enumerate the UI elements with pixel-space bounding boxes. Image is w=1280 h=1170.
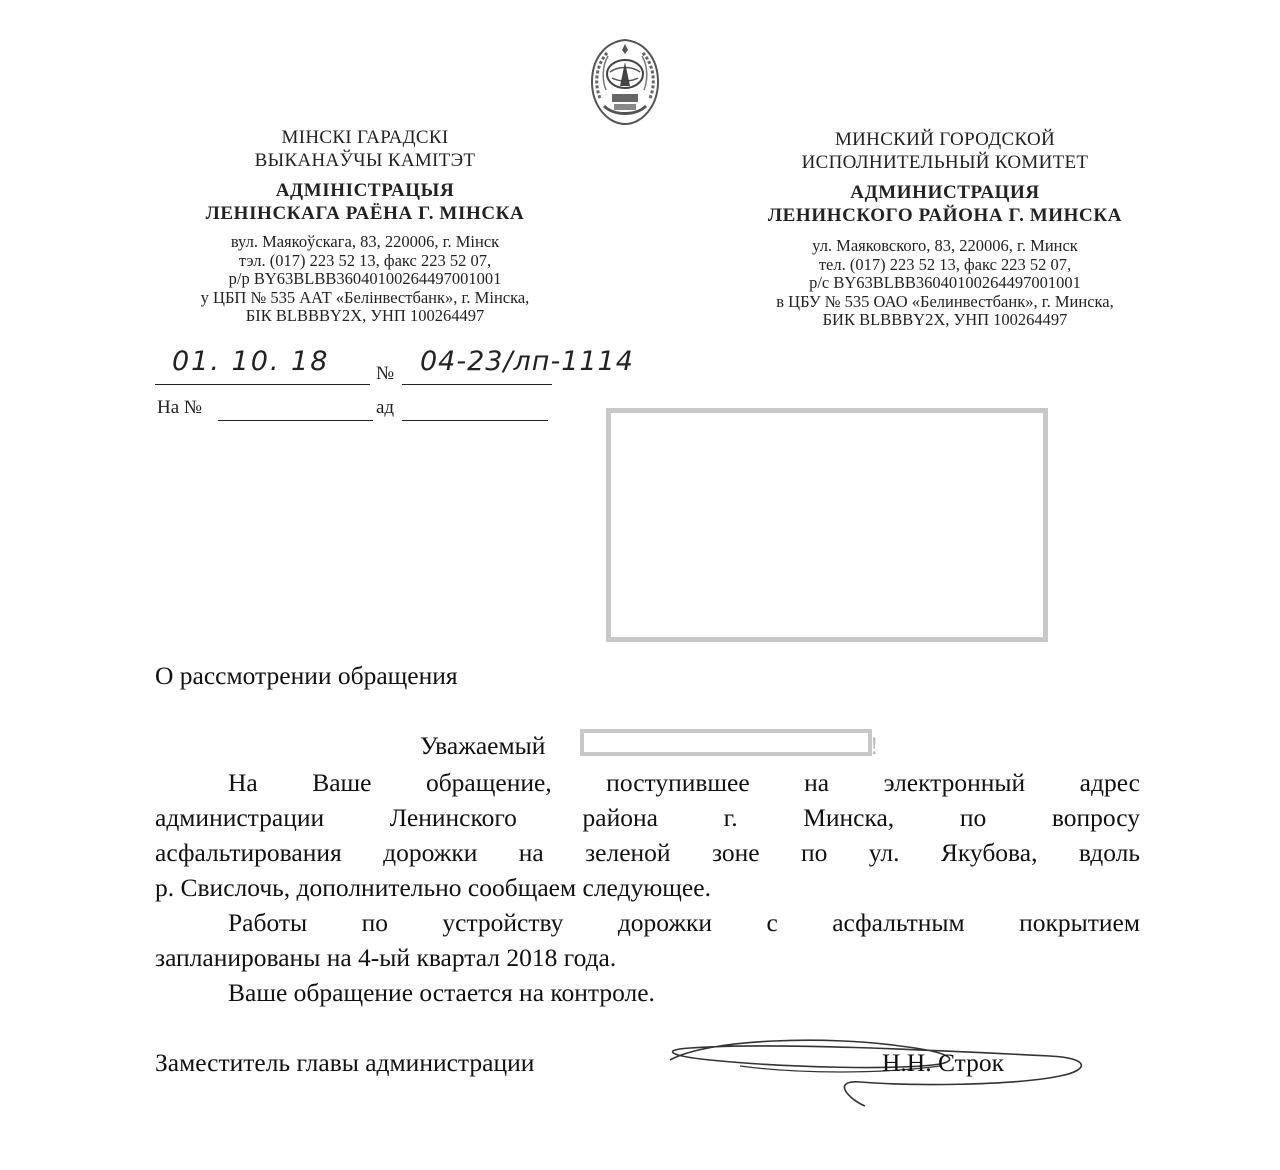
coat-of-arms-emblem [584,36,666,128]
signatory-position: Заместитель главы администрации [155,1048,535,1077]
header-ru [730,128,1160,330]
address-ru-line2: тел. (017) 223 52 13, факс 223 52 07, [818,254,1072,274]
admin-name-by-line1: АДМIНIСТРАЦЫЯ [275,180,455,201]
admin-name-ru-line1: АДМИНИСТРАЦИЯ [850,182,1040,203]
date-underline [155,384,370,385]
address-ru-line5: БИК BLBBBY2X, УНП 100264497 [822,310,1068,329]
body-p3-line1: Ваше обращение остается на контроле. [228,978,655,1007]
body-p1-line3: асфальтирования дорожки на зеленой зоне по ул. Якубова, вдоль [155,838,1140,867]
signatory-name: Н.Н. Строк [882,1048,1004,1077]
number-handwritten: 04-23/лп-1114 [420,346,634,377]
org-name-by-line1: МIНСКI ГАРАДСКI [281,127,449,148]
org-name-ru-line1: МИНСКИЙ ГОРОДСКОЙ [834,129,1056,150]
address-by-line1: вул. Маякоўскага, 83, 220006, г. Мiнск [230,232,500,251]
ref-from-underline [402,420,548,421]
address-ru-line3: р/с BY63BLBB36040100264497001001 [809,273,1081,292]
salutation-exclamation: ! [870,731,879,760]
address-by-line4: у ЦБП № 535 ААТ «Белiнвестбанк», г. Мiнска, [200,287,530,307]
ref-number-label: На № [157,397,203,418]
admin-name-ru-line2: ЛЕНИНСКОГО РАЙОНА Г. МИНСКА [767,205,1123,226]
header-by [155,126,575,326]
body-p2-line2: запланированы на 4-ый квартал 2018 года. [155,943,617,972]
body-p1-line1: На Ваше обращение, поступившее на электронный адрес [228,768,1140,797]
org-name-by-line2: ВЫКАНАЎЧЫ КАМIТЭТ [254,150,476,171]
ref-from-label: ад [376,397,395,418]
body-p1-line2: администрации Ленинского района г. Минска, по вопросу [155,803,1140,832]
body-p1-line4: р. Свислочь, дополнительно сообщаем следующее. [155,873,711,902]
number-underline [402,384,552,385]
ref-number-underline [218,420,373,421]
address-ru-line4: в ЦБУ № 535 ОАО «Белинвестбанк», г. Минска, [776,291,1114,311]
org-name-ru-line2: ИСПОЛНИТЕЛЬНЫЙ КОМИТЕТ [801,152,1089,173]
date-handwritten: 01. 10. 18 [172,346,330,377]
address-by-line3: р/р BY63BLBB36040100264497001001 [228,269,502,288]
redacted-addressee [606,408,1048,642]
address-by-line2: тэл. (017) 223 52 13, факс 223 52 07, [238,250,492,270]
redacted-recipient-name [580,729,872,756]
handwritten-signature [650,1030,1100,1110]
address-by-line5: БIК BLBBBY2X, УНП 100264497 [245,306,485,325]
subject-line: О рассмотрении обращения [155,661,458,690]
number-label: № [376,363,395,384]
address-ru-line1: ул. Маяковского, 83, 220006, г. Минск [812,236,1078,255]
body-p2-line1: Работы по устройству дорожки с асфальтным покрытием [228,908,1140,937]
salutation: Уважаемый [420,731,546,760]
admin-name-by-line2: ЛЕНIНСКАГА РАЁНА Г. МIНСКА [205,203,525,224]
